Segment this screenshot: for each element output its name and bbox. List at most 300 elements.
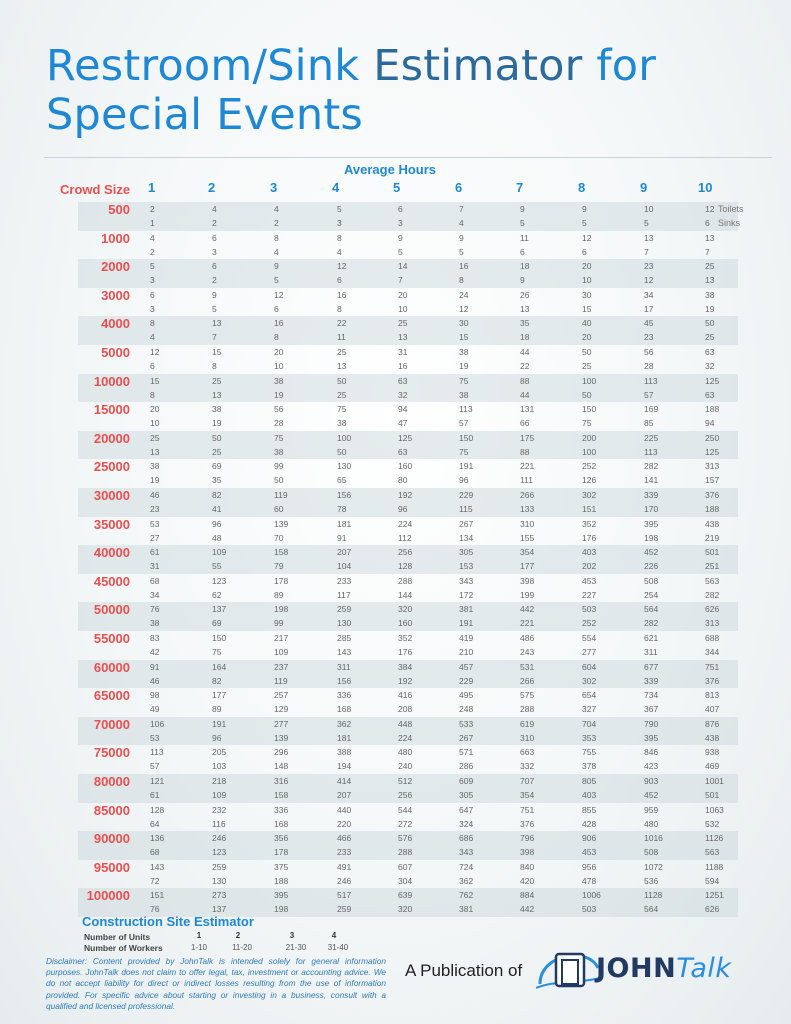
toilet-count-cell: 50 (705, 318, 715, 329)
crowd-size-value: 45000 (93, 573, 130, 589)
sink-count-cell: 192 (398, 675, 413, 686)
toilet-count-cell: 100 (582, 375, 597, 386)
sink-count-cell: 38 (337, 418, 347, 429)
sink-count-cell: 343 (459, 847, 474, 858)
toilet-count-cell: 403 (582, 547, 597, 558)
table-row (78, 259, 738, 288)
toilet-count-cell: 35 (520, 318, 530, 329)
sink-count-cell: 23 (150, 504, 160, 514)
number-of-workers-label: Number of Workers (84, 943, 163, 953)
workers-value: 1-10 (190, 943, 207, 952)
toilet-count-cell: 10 (644, 204, 654, 214)
toilet-count-cell: 38 (274, 375, 284, 386)
toilet-count-cell: 217 (274, 633, 289, 643)
toilet-count-cell: 45 (644, 318, 654, 329)
toilet-count-cell: 224 (398, 518, 413, 529)
toilet-count-cell: 205 (212, 747, 227, 758)
crowd-size-heading: Crowd Size (60, 182, 131, 197)
toilet-count-cell: 388 (337, 747, 352, 758)
sink-count-cell: 9 (520, 275, 525, 286)
sink-count-cell: 5 (582, 218, 587, 228)
sink-count-cell: 181 (337, 732, 352, 743)
sink-count-cell: 13 (705, 275, 715, 286)
toilet-count-cell: 50 (212, 432, 222, 443)
sink-count-cell: 20 (582, 332, 592, 343)
sink-count-cell: 143 (337, 647, 352, 657)
sink-count-cell: 103 (212, 761, 227, 772)
toilet-count-cell: 884 (520, 890, 535, 901)
sink-count-cell: 11 (337, 332, 346, 343)
sink-count-cell: 109 (274, 647, 289, 657)
sink-count-cell: 272 (398, 818, 413, 829)
crowd-size-value: 40000 (93, 545, 130, 561)
toilet-count-cell: 12 (150, 347, 160, 357)
toilet-count-cell: 438 (705, 518, 720, 529)
toilet-count-cell: 285 (337, 633, 352, 643)
toilet-count-cell: 457 (459, 661, 474, 672)
toilet-count-cell: 533 (459, 718, 474, 729)
sink-count-cell: 5 (644, 218, 649, 228)
toilet-count-cell: 517 (337, 890, 352, 901)
toilet-count-cell: 63 (705, 347, 715, 357)
toilet-count-cell: 576 (398, 833, 413, 844)
hour-header-7: 7 (516, 180, 524, 195)
sink-count-cell: 452 (644, 790, 659, 800)
sink-count-cell: 68 (150, 847, 160, 858)
sink-count-cell: 115 (459, 504, 473, 514)
sink-count-cell: 19 (274, 389, 284, 400)
sink-count-cell: 2 (150, 246, 155, 257)
toilet-count-cell: 83 (150, 633, 160, 643)
sink-count-cell: 4 (337, 246, 342, 257)
sink-count-cell: 2 (212, 275, 217, 286)
toilet-count-cell: 98 (150, 690, 160, 701)
average-hours-heading: Average Hours (344, 162, 436, 177)
toilet-count-cell: 106 (150, 718, 165, 729)
toilet-count-cell: 30 (582, 289, 592, 300)
sink-count-cell: 19 (459, 361, 469, 371)
sink-count-cell: 172 (459, 589, 474, 600)
toilet-count-cell: 805 (582, 776, 597, 786)
sink-count-cell: 6 (705, 218, 710, 228)
sink-count-cell: 50 (582, 389, 592, 400)
toilet-count-cell: 137 (212, 604, 227, 615)
sink-count-cell: 191 (459, 618, 474, 629)
toilet-count-cell: 381 (459, 604, 474, 615)
sink-count-cell: 89 (212, 704, 222, 715)
toilet-count-cell: 480 (398, 747, 413, 758)
sink-count-cell: 63 (398, 446, 408, 457)
sink-count-cell: 286 (459, 761, 474, 772)
toilet-count-cell: 76 (150, 604, 160, 615)
toilet-count-cell: 305 (459, 547, 474, 558)
crowd-size-value: 95000 (93, 859, 130, 875)
toilet-count-cell: 136 (150, 833, 165, 844)
toilet-count-cell: 5 (150, 261, 155, 272)
table-row (78, 345, 738, 374)
toilet-count-cell: 273 (212, 890, 227, 901)
toilet-count-cell: 512 (398, 776, 413, 786)
toilet-count-cell: 1251 (705, 890, 724, 901)
sink-count-cell: 178 (274, 847, 289, 858)
toilet-count-cell: 150 (582, 404, 597, 415)
toilet-count-cell: 466 (337, 833, 352, 844)
crowd-size-value: 55000 (93, 631, 130, 646)
toilet-count-cell: 20 (398, 289, 408, 300)
toilet-count-cell: 855 (582, 804, 597, 815)
sink-count-cell: 10 (150, 418, 160, 429)
toilet-count-cell: 22 (337, 318, 347, 329)
toilet-count-cell: 734 (644, 690, 659, 701)
toilet-count-cell: 218 (212, 776, 227, 786)
toilet-count-cell: 221 (520, 461, 535, 472)
sink-count-cell: 141 (644, 475, 659, 486)
sink-count-cell: 508 (644, 847, 659, 858)
sink-count-cell: 64 (150, 818, 160, 829)
sink-count-cell: 4 (274, 246, 279, 257)
toilet-count-cell: 175 (520, 432, 535, 443)
toilet-count-cell: 790 (644, 718, 659, 729)
toilet-count-cell: 91 (150, 661, 160, 672)
sink-count-cell: 376 (520, 818, 535, 829)
sink-count-cell: 403 (582, 790, 597, 800)
sink-count-cell: 7 (705, 246, 710, 257)
sink-count-cell: 376 (705, 675, 720, 686)
toilet-count-cell: 356 (274, 833, 289, 844)
sink-count-cell: 288 (398, 847, 413, 858)
sink-count-cell: 6 (337, 275, 342, 286)
sink-count-cell: 119 (274, 675, 288, 686)
sink-count-cell: 176 (398, 647, 413, 657)
sink-count-cell: 367 (644, 704, 659, 715)
toilet-count-cell: 1006 (582, 890, 601, 901)
sink-count-cell: 5 (459, 246, 464, 257)
toilet-count-cell: 4 (274, 204, 279, 214)
crowd-size-value: 20000 (93, 430, 130, 446)
toilet-count-cell: 903 (644, 776, 659, 786)
toilet-count-cell: 639 (398, 890, 413, 901)
toilet-count-cell: 82 (212, 490, 222, 500)
hour-header-3: 3 (270, 180, 278, 195)
toilet-count-cell: 755 (582, 747, 597, 758)
sink-count-cell: 129 (274, 704, 289, 715)
sink-count-cell: 10 (582, 275, 592, 286)
crowd-size-value: 30000 (93, 488, 130, 503)
toilet-count-cell: 1072 (644, 861, 663, 872)
toilet-count-cell: 846 (644, 747, 659, 758)
sink-count-cell: 133 (520, 504, 535, 514)
toilet-count-cell: 12 (274, 289, 284, 300)
toilet-count-cell: 9 (582, 204, 587, 214)
table-row (78, 316, 738, 345)
sink-count-cell: 3 (212, 246, 217, 257)
toilet-count-cell: 23 (644, 261, 654, 272)
sink-count-cell: 75 (582, 418, 592, 429)
toilet-count-cell: 604 (582, 661, 597, 672)
toilet-count-cell: 876 (705, 718, 720, 729)
sink-count-cell: 256 (398, 790, 413, 800)
sink-count-cell: 564 (644, 904, 659, 915)
sink-count-cell: 251 (705, 561, 720, 572)
toilet-count-cell: 677 (644, 661, 659, 672)
toilet-count-cell: 354 (520, 547, 535, 558)
sink-count-cell: 332 (520, 761, 535, 772)
toilet-count-cell: 125 (705, 375, 720, 386)
sink-count-cell: 428 (582, 818, 597, 829)
toilet-count-cell: 6 (212, 261, 217, 272)
toilet-count-cell: 316 (274, 776, 289, 786)
workers-value: 31-40 (327, 943, 349, 952)
toilet-count-cell: 501 (705, 547, 720, 558)
toilet-count-cell: 252 (582, 461, 597, 472)
sink-count-cell: 99 (274, 618, 284, 629)
toilet-count-cell: 267 (459, 518, 474, 529)
sink-count-cell: 25 (337, 389, 347, 400)
sink-count-cell: 100 (582, 446, 597, 457)
sink-count-cell: 57 (150, 761, 160, 772)
toilet-count-cell: 188 (705, 404, 720, 415)
sink-count-cell: 4 (459, 218, 464, 228)
table-row (78, 288, 738, 317)
toilet-count-cell: 1128 (644, 890, 663, 901)
toilet-count-cell: 14 (398, 261, 408, 272)
sink-count-cell: 23 (644, 332, 654, 343)
toilet-count-cell: 619 (520, 718, 535, 729)
sink-count-cell: 7 (398, 275, 403, 286)
toilet-count-cell: 313 (705, 461, 720, 472)
toilet-count-cell: 160 (398, 461, 413, 472)
toilet-count-cell: 20 (274, 347, 284, 357)
sink-count-cell: 248 (459, 704, 474, 715)
sink-count-cell: 503 (582, 904, 597, 915)
toilet-count-cell: 339 (644, 490, 659, 500)
sink-count-cell: 168 (274, 818, 289, 829)
sink-count-cell: 46 (150, 675, 160, 686)
sink-count-cell: 22 (520, 361, 530, 371)
sink-count-cell: 25 (212, 446, 222, 457)
toilet-count-cell: 311 (337, 661, 351, 672)
sink-count-cell: 266 (520, 675, 535, 686)
toilet-count-cell: 1063 (705, 804, 724, 815)
sink-count-cell: 198 (274, 904, 289, 915)
sink-count-cell: 3 (150, 303, 155, 314)
toilet-count-cell: 181 (337, 518, 352, 529)
construction-estimator-title: Construction Site Estimator (82, 914, 254, 929)
toilet-count-cell: 395 (644, 518, 659, 529)
toilet-count-cell: 44 (520, 347, 530, 357)
sink-count-cell: 88 (520, 446, 530, 457)
sink-count-cell: 80 (398, 475, 408, 486)
toilet-count-cell: 34 (644, 289, 654, 300)
sink-count-cell: 8 (459, 275, 464, 286)
sink-count-cell: 7 (212, 332, 217, 343)
toilet-count-cell: 15 (212, 347, 222, 357)
crowd-size-value: 1000 (101, 230, 130, 246)
toilet-count-cell: 266 (520, 490, 535, 500)
sink-count-cell: 137 (212, 904, 227, 915)
sink-count-cell: 126 (582, 475, 597, 486)
toilet-count-cell: 38 (705, 289, 715, 300)
sink-count-cell: 188 (705, 504, 720, 514)
toilet-count-cell: 1188 (705, 861, 724, 872)
toilet-count-cell: 225 (644, 432, 659, 443)
sink-count-cell: 8 (212, 361, 217, 371)
toilet-count-cell: 75 (337, 404, 347, 415)
sink-count-cell: 42 (150, 647, 160, 657)
toilet-count-cell: 310 (520, 518, 535, 529)
crowd-size-value: 90000 (93, 831, 130, 847)
units-value: 2 (235, 931, 241, 940)
sink-count-cell: 398 (520, 847, 535, 858)
table-row (78, 231, 738, 260)
sink-count-cell: 19 (150, 475, 160, 486)
crowd-size-value: 75000 (93, 745, 130, 761)
toilet-count-cell: 686 (459, 833, 474, 844)
toilet-count-cell: 177 (212, 690, 227, 701)
toilet-count-cell: 229 (459, 490, 474, 500)
toilet-count-cell: 100 (337, 432, 352, 443)
toilet-count-cell: 256 (398, 547, 413, 558)
sink-count-cell: 57 (459, 418, 469, 429)
toilet-count-cell: 609 (459, 776, 474, 786)
sink-count-cell: 78 (337, 504, 347, 514)
sink-count-cell: 227 (582, 589, 597, 600)
toilet-count-cell: 336 (274, 804, 289, 815)
sink-count-cell: 65 (337, 475, 347, 486)
toilet-count-cell: 109 (212, 547, 227, 558)
toilet-count-cell: 53 (150, 518, 160, 529)
hour-header-9: 9 (640, 180, 648, 195)
toilet-count-cell: 113 (459, 404, 473, 415)
sink-count-cell: 13 (337, 361, 347, 371)
toilet-count-cell: 9 (212, 289, 217, 300)
sink-count-cell: 157 (705, 475, 720, 486)
sink-count-cell: 3 (398, 218, 403, 228)
toilet-count-cell: 69 (212, 461, 222, 472)
sink-count-cell: 104 (337, 561, 352, 572)
toilet-count-cell: 46 (150, 490, 160, 500)
sink-count-cell: 221 (520, 618, 535, 629)
sink-count-cell: 210 (459, 647, 474, 657)
toilet-count-cell: 26 (520, 289, 530, 300)
sink-count-cell: 423 (644, 761, 659, 772)
sink-count-cell: 233 (337, 847, 352, 858)
sink-count-cell: 38 (274, 446, 284, 457)
sink-count-cell: 177 (520, 561, 535, 572)
sink-count-cell: 252 (582, 618, 597, 629)
toilet-count-cell: 178 (274, 575, 289, 586)
sink-count-cell: 18 (520, 332, 530, 343)
toilet-count-cell: 13 (644, 232, 654, 243)
toilet-count-cell: 9 (459, 232, 464, 243)
toilet-count-cell: 453 (582, 575, 597, 586)
crowd-size-value: 4000 (101, 316, 130, 332)
sink-count-cell: 155 (520, 532, 535, 543)
sink-count-cell: 75 (212, 647, 222, 657)
sink-count-cell: 10 (274, 361, 284, 371)
sink-count-cell: 282 (705, 589, 720, 600)
toilet-count-cell: 9 (520, 204, 525, 214)
sink-count-cell: 158 (274, 790, 289, 800)
sink-count-cell: 240 (398, 761, 413, 772)
sink-count-cell: 125 (705, 446, 720, 457)
toilet-count-cell: 352 (398, 633, 413, 643)
sink-count-cell: 38 (150, 618, 160, 629)
sink-count-cell: 8 (150, 389, 155, 400)
toilet-count-cell: 320 (398, 604, 413, 615)
sink-count-cell: 148 (274, 761, 289, 772)
toilet-count-cell: 343 (459, 575, 474, 586)
sink-count-cell: 194 (337, 761, 352, 772)
toilet-count-cell: 16 (459, 261, 469, 272)
toilet-count-cell: 563 (705, 575, 720, 586)
toilet-count-cell: 544 (398, 804, 413, 815)
sink-count-cell: 50 (274, 475, 284, 486)
sink-count-cell: 16 (398, 361, 408, 371)
sink-count-cell: 25 (582, 361, 592, 371)
toilet-count-cell: 564 (644, 604, 659, 615)
toilet-count-cell: 207 (337, 547, 352, 558)
title-divider (44, 157, 772, 158)
publication-label: A Publication of (405, 961, 523, 980)
sink-count-cell: 96 (459, 475, 469, 486)
sink-count-cell: 311 (644, 647, 658, 657)
sink-count-cell: 50 (337, 446, 347, 457)
hour-header-2: 2 (208, 180, 216, 195)
toilet-count-cell: 13 (212, 318, 222, 329)
toilet-count-cell: 296 (274, 747, 289, 758)
sink-count-cell: 478 (582, 875, 597, 886)
crowd-size-value: 10000 (93, 373, 130, 389)
sink-count-cell: 53 (150, 732, 160, 743)
toilet-count-cell: 15 (150, 375, 160, 386)
toilet-count-cell: 4 (150, 232, 155, 243)
sink-count-cell: 282 (644, 618, 659, 629)
toilet-count-cell: 75 (274, 432, 284, 443)
sink-count-cell: 69 (212, 618, 222, 629)
toilet-count-cell: 63 (398, 375, 408, 386)
toilet-count-cell: 25 (705, 261, 715, 272)
toilet-count-cell: 192 (398, 490, 413, 500)
toilet-count-cell: 30 (459, 318, 469, 329)
sink-count-cell: 19 (212, 418, 222, 429)
sink-count-cell: 10 (398, 303, 408, 314)
crowd-size-value: 85000 (93, 802, 130, 818)
toilet-count-cell: 704 (582, 718, 597, 729)
toilet-count-cell: 20 (582, 261, 592, 272)
toilet-count-cell: 16 (337, 289, 347, 300)
sink-count-cell: 267 (459, 732, 474, 743)
toilet-count-cell: 395 (274, 890, 289, 901)
sink-count-cell: 220 (337, 818, 352, 829)
toilet-count-cell: 121 (150, 776, 165, 786)
toilet-count-cell: 11 (520, 232, 529, 243)
sink-count-cell: 48 (212, 532, 222, 543)
sink-count-cell: 259 (337, 904, 352, 915)
toilet-count-cell: 233 (337, 575, 352, 586)
sink-count-cell: 176 (582, 532, 597, 543)
toilet-count-cell: 246 (212, 833, 227, 844)
toilet-count-cell: 38 (150, 461, 160, 472)
toilet-count-cell: 442 (520, 604, 535, 615)
sink-count-cell: 130 (212, 875, 227, 886)
sink-count-cell: 407 (705, 704, 720, 715)
sink-count-cell: 116 (212, 818, 226, 829)
toilet-count-cell: 191 (459, 461, 474, 472)
sink-count-cell: 28 (274, 418, 284, 429)
sink-count-cell: 208 (398, 704, 413, 715)
toilet-count-cell: 158 (274, 547, 289, 558)
